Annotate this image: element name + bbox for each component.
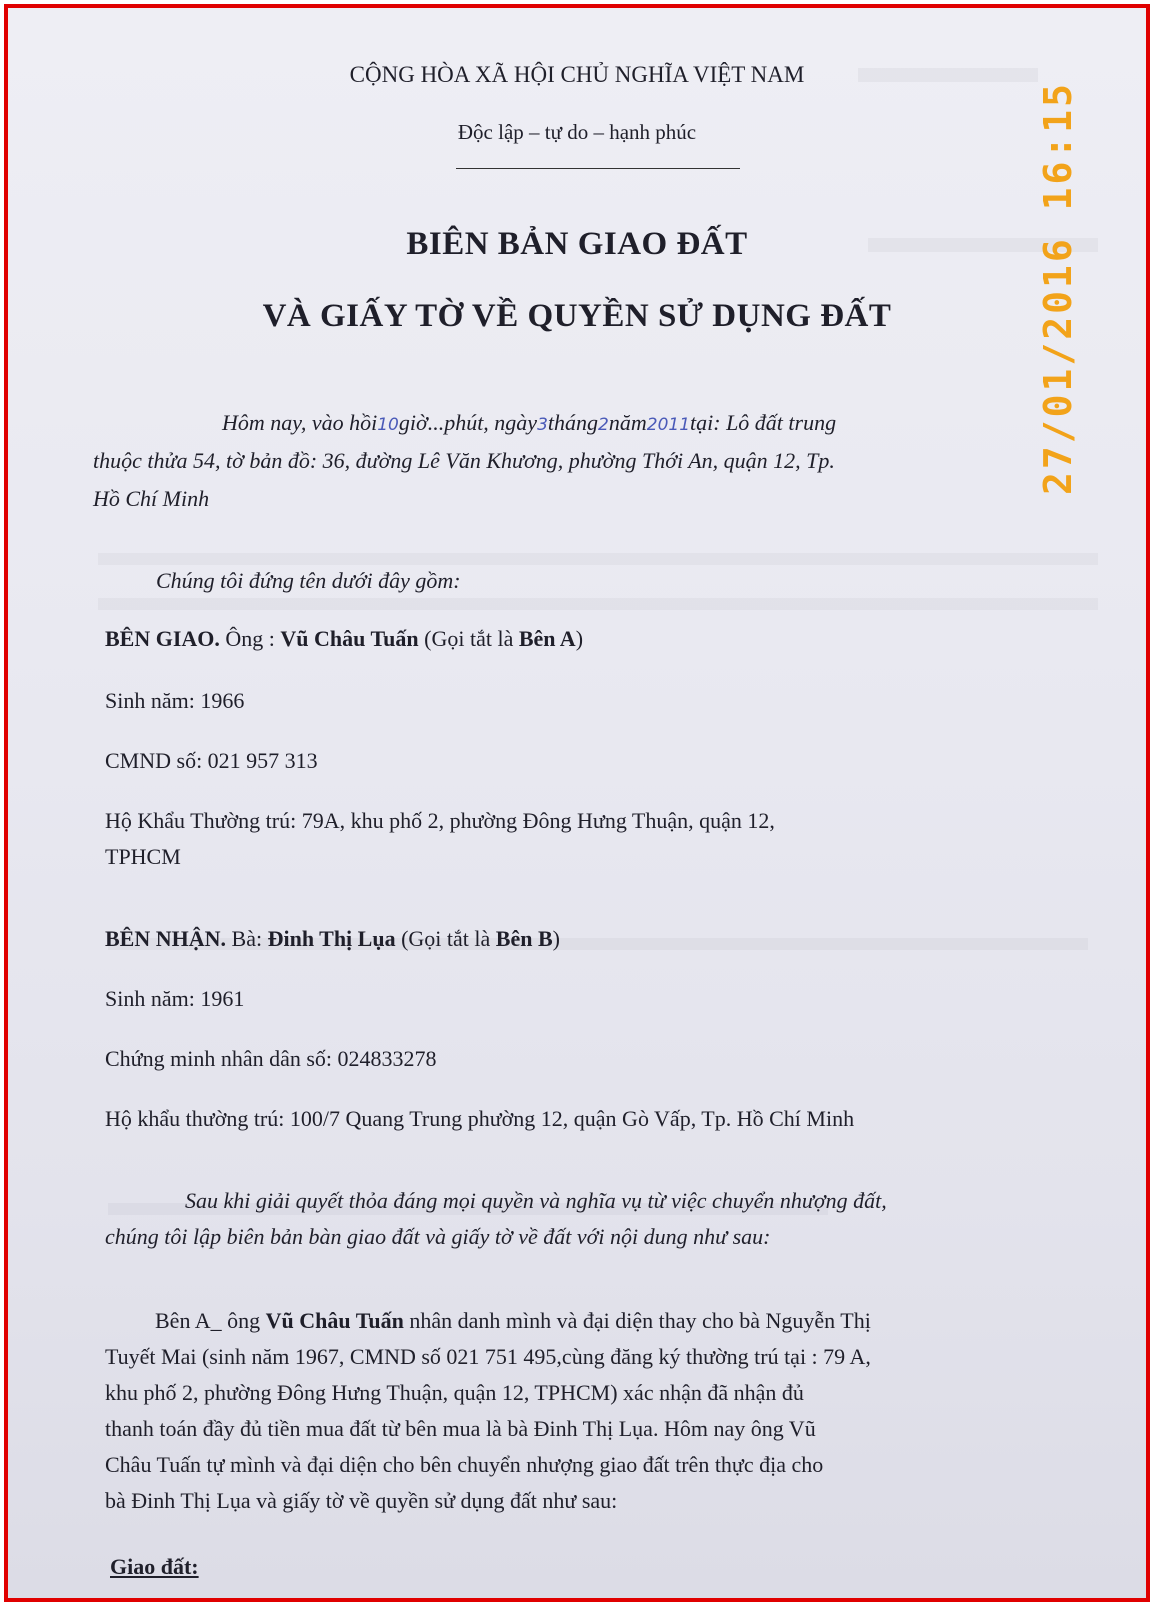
ben-nhan-residence: Hộ khẩu thường trú: 100/7 Quang Trung phường 12, quận Gò Vấp, Tp. Hồ Chí Minh: [105, 1106, 855, 1131]
section-heading-giao-dat: Giao đất:: [110, 1554, 199, 1579]
motto: Độc lập – tự do – hạnh phúc: [457, 120, 697, 144]
body-line-4: thanh toán đầy đủ tiền mua đất từ bên mua là bà Đinh Thị Lụa. Hôm nay ông Vũ: [105, 1416, 816, 1441]
intro-line-2: thuộc thửa 54, tờ bản đồ: 36, đường Lê Văn Khương, phường Thới An, quận 12, Tp.: [93, 448, 835, 473]
body-line-6: bà Đinh Thị Lụa và giấy tờ về quyền sử dụng đất như sau:: [105, 1488, 618, 1513]
handwritten-day: 3: [537, 415, 548, 435]
resolution-line-2: chúng tôi lập biên bản bàn giao đất và giấy tờ về đất với nội dung như sau:: [105, 1224, 771, 1249]
intro-line-3: Hồ Chí Minh: [93, 486, 210, 511]
camera-timestamp-text: 27/01/2016 16:15: [1036, 80, 1081, 496]
ben-nhan-id: Chứng minh nhân dân số: 024833278: [105, 1046, 437, 1071]
document-frame: [4, 4, 1150, 1602]
handwritten-year: 2011: [646, 415, 691, 435]
ben-giao-id: CMND số: 021 957 313: [105, 748, 318, 773]
ben-giao-line: BÊN GIAO. Ông : Vũ Châu Tuấn (Gọi tắt là Bên A): [105, 626, 584, 651]
intro-line-1: Hôm nay, vào hồi10giờ...phút, ngày3tháng2năm2011tại: Lô đất trung: [222, 410, 837, 435]
ben-giao-birth: Sinh năm: 1966: [105, 688, 245, 713]
country-heading: CỘNG HÒA XÃ HỘI CHỦ NGHĨA VIỆT NAM: [349, 62, 805, 87]
ben-giao-residence-city: TPHCM: [105, 844, 181, 869]
camera-timestamp: [1028, 68, 1088, 508]
document-page: [8, 8, 1146, 1598]
ben-giao-residence: Hộ Khẩu Thường trú: 79A, khu phố 2, phường Đông Hưng Thuận, quận 12,: [105, 808, 775, 833]
resolution-line-1: Sau khi giải quyết thỏa đáng mọi quyền và nghĩa vụ từ việc chuyển nhượng đất,: [185, 1188, 887, 1213]
body-line-3: khu phố 2, phường Đông Hưng Thuận, quận 12, TPHCM) xác nhận đã nhận đủ: [105, 1380, 804, 1405]
handwritten-hour: 10: [377, 415, 399, 435]
ben-nhan-line: BÊN NHẬN. Bà: Đinh Thị Lụa (Gọi tắt là Bên B): [105, 926, 560, 951]
body-line-1: Bên A_ ông Vũ Châu Tuấn nhân danh mình và đại diện thay cho bà Nguyễn Thị: [155, 1308, 871, 1333]
document-title: BIÊN BẢN GIAO ĐẤT: [406, 226, 748, 262]
document-subtitle: VÀ GIẤY TỜ VỀ QUYỀN SỬ DỤNG ĐẤT: [262, 298, 892, 334]
handwritten-month: 2: [598, 415, 609, 435]
ben-nhan-birth: Sinh năm: 1961: [105, 986, 245, 1011]
signatories-intro: Chúng tôi đứng tên dưới đây gồm:: [156, 568, 461, 593]
header-divider: [456, 168, 740, 169]
body-line-5: Châu Tuấn tự mình và đại diện cho bên chuyển nhượng giao đất trên thực địa cho: [105, 1452, 824, 1477]
body-line-2: Tuyết Mai (sinh năm 1967, CMND số 021 751 495,cùng đăng ký thường trú tại : 79 A,: [105, 1344, 871, 1369]
